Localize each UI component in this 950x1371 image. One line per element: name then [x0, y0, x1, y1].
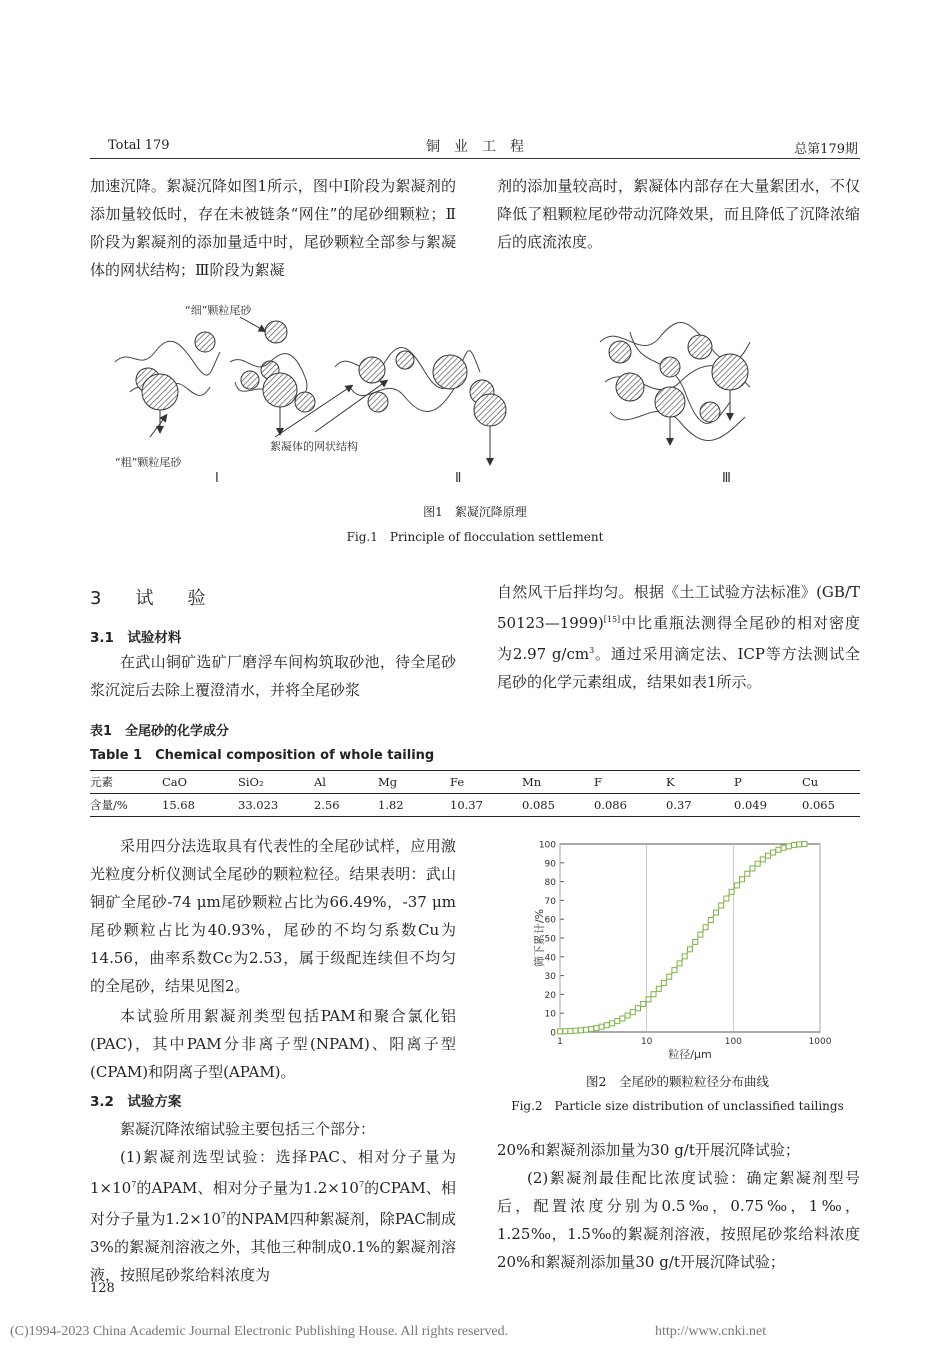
data-point: [610, 1021, 615, 1026]
data-point: [708, 918, 713, 923]
data-point: [703, 925, 708, 930]
section3-1-heading: 3.1 试验材料: [90, 630, 182, 646]
y-tick-label: 30: [544, 972, 556, 983]
data-point: [563, 1029, 568, 1034]
stage1-group: [115, 303, 315, 486]
data-point: [719, 903, 724, 908]
section3-1-para-cont: 自然风干后拌均匀。根据《土工试验方法标准》(GB/T 50123—1999)[15]中比重瓶法测得全尾砂的相对密度为2.97 $g/cm^3$。通过采用滴定法、ICP等方法测试全尾砂的化学元素组成，结果如表1所示。: [497, 583, 860, 691]
label-network: 絮凝体的网状结构: [270, 440, 358, 453]
data-point: [615, 1019, 620, 1024]
test-scheme-item1-end: 20%和絮凝剂添加量为30 g/t开展沉降试验；: [497, 1141, 800, 1159]
figure2-particle-size-chart: [530, 832, 840, 1072]
data-point: [797, 842, 802, 847]
data-point: [688, 947, 693, 952]
figure1-flocculation-diagram: [110, 292, 760, 492]
y-tick-label: 100: [538, 840, 556, 851]
data-point: [729, 889, 734, 894]
data-point: [693, 939, 698, 944]
data-point: [760, 857, 765, 862]
data-point: [641, 1002, 646, 1007]
data-point: [568, 1029, 573, 1034]
data-point: [682, 954, 687, 959]
section3-1-para-start: 在武山铜矿选矿厂磨浮车间构筑取砂池，待全尾砂浆沉淀后去除上覆澄清水，并将全尾砂浆: [90, 653, 456, 699]
data-point: [677, 961, 682, 966]
data-point: [651, 992, 656, 997]
grain-size-paragraph: 采用四分法选取具有代表性的全尾砂试样，应用激光粒度分析仪测试全尾砂的颗粒粒径。结果表明：武山铜矿全尾砂-74 μm尾砂颗粒占比为66.49%，-37 μm尾砂颗粒占比为40.93%，尾砂的不均匀系数Cu为14.56，曲率系数Cc为2.53，属于级配连续但不均匀的全尾砂，结果见图2。: [90, 837, 456, 995]
data-point: [745, 871, 750, 876]
data-point: [734, 883, 739, 888]
copyright-notice: (C)1994-2023 China Academic Journal Electronic Publishing House. All rights reserved.: [10, 1324, 509, 1339]
data-point: [656, 986, 661, 991]
data-point: [771, 850, 776, 855]
stage1-label: Ⅰ: [215, 471, 219, 486]
section3-heading: 3 试 验: [90, 588, 214, 609]
data-point: [620, 1016, 625, 1021]
data-point: [714, 910, 719, 915]
page-number: 128: [90, 1281, 115, 1296]
col1-top-text: 加速沉降。絮凝沉降如图1所示，图中Ⅰ阶段为絮凝剂的添加量较低时，存在未被链条“网住”的尾砂细颗粒；Ⅱ阶段为絮凝剂的添加量适中时，尾砂颗粒全部参与絮凝体的网状结构；Ⅲ阶段为絮凝: [90, 177, 456, 279]
data-point: [750, 866, 755, 871]
stage3-label: Ⅲ: [722, 471, 731, 486]
label-fine-particles: “细”颗粒尾砂: [185, 304, 252, 317]
data-point: [781, 845, 786, 850]
x-axis-label: 粒径/μm: [668, 1048, 712, 1061]
x-tick-label: 100: [724, 1037, 742, 1047]
data-point: [766, 853, 771, 858]
plot-frame: [560, 844, 820, 1032]
data-point: [589, 1027, 594, 1032]
test-scheme-item2: (2)絮凝剂最佳配比浓度试验：确定絮凝剂型号后，配置浓度分别为0.5‰，0.75‰，1‰，1.25‰，1.5‰的絮凝剂溶液，按照尾砂浆给料浓度20%和絮凝剂添加量30 g/t开展沉降试验；: [497, 1169, 860, 1271]
figure1-caption-en: Fig.1 Principle of flocculation settlement: [346, 530, 604, 544]
table1-caption-cn: 表1 全尾砂的化学成分: [90, 724, 230, 739]
label-coarse-particles: “粗”颗粒尾砂: [115, 456, 182, 469]
y-tick-label: 10: [544, 1009, 556, 1020]
data-point: [667, 974, 672, 979]
data-point: [802, 842, 807, 847]
data-point: [698, 932, 703, 937]
y-tick-label: 60: [544, 915, 556, 926]
table1-header-row: 元素 CaO SiO₂ Al Mg Fe Mn F K P Cu: [90, 771, 860, 794]
data-point: [625, 1013, 630, 1018]
table1-chemical-composition: [90, 770, 860, 817]
y-tick-label: 20: [544, 990, 556, 1001]
cnki-url[interactable]: http://www.cnki.net: [655, 1324, 767, 1339]
data-point: [672, 968, 677, 973]
y-tick-label: 0: [550, 1028, 556, 1039]
data-point: [661, 980, 666, 985]
data-point: [792, 843, 797, 848]
data-point: [604, 1023, 609, 1028]
data-point: [646, 997, 651, 1002]
figure2-caption-en: Fig.2 Particle size distribution of unclassified tailings: [511, 1099, 844, 1113]
data-point: [573, 1028, 578, 1033]
data-point: [558, 1029, 563, 1034]
stage3-group: [600, 323, 750, 486]
y-tick-label: 90: [544, 859, 556, 870]
col2-top-text: 剂的添加量较高时，絮凝体内部存在大量絮团水，不仅降低了粗颗粒尾砂带动沉降效果，而且降低了沉降浓缩后的底流浓度。: [497, 177, 860, 251]
col2-bottom-text: [497, 1136, 860, 1276]
running-header-left: Total 179: [108, 138, 170, 153]
series-line: [560, 844, 804, 1031]
col1-mid-text: [90, 832, 456, 1289]
table1-caption-en: Table 1 Chemical composition of whole tailing: [90, 748, 435, 763]
figure1-caption-cn: 图1 絮凝沉降原理: [423, 505, 527, 519]
data-point: [594, 1026, 599, 1031]
data-point: [724, 896, 729, 901]
flocculant-types-paragraph: 本试验所用絮凝剂类型包括PAM和聚合氯化铝(PAC)，其中PAM分非离子型(NPAM)、阳离子型(CPAM)和阴离子型(APAM)。: [90, 1007, 456, 1081]
data-point: [578, 1028, 583, 1033]
running-header-right: 总第179期: [794, 142, 858, 157]
test-scheme-item1: (1)絮凝剂选型试验：选择PAC、相对分子量为$1\times 10^7$的APAM、相对分子量为$1.2\times 10^7$的CPAM、相对分子量为$1.2\times 10^7$的NPAM四种絮凝剂，除PAC制成3%的絮凝剂溶液之外，其他三种制成0.1%的絮凝剂溶液，按照尾砂浆给料浓度为: [90, 1148, 456, 1284]
figure2-caption-cn: 图2 全尾砂的颗粒粒径分布曲线: [586, 1074, 769, 1089]
data-point: [776, 847, 781, 852]
table1-data-row: 含量/% 15.68 33.023 2.56 1.82 10.37 0.085 0.086 0.37 0.049 0.065: [90, 794, 860, 817]
test-scheme-intro: 絮凝沉降浓缩试验主要包括三个部分：: [120, 1120, 376, 1138]
section3-2-heading: 3.2 试验方案: [90, 1094, 182, 1110]
y-axis-label: 筛下累计/%: [533, 908, 546, 968]
data-point: [584, 1027, 589, 1032]
data-point: [636, 1006, 641, 1011]
header-rule: [90, 158, 860, 159]
data-point: [786, 844, 791, 849]
x-tick-label: 1000: [808, 1037, 832, 1047]
x-tick-label: 1: [557, 1037, 563, 1047]
data-point: [599, 1024, 604, 1029]
y-tick-label: 70: [544, 896, 556, 907]
x-tick-label: 10: [640, 1037, 653, 1047]
y-tick-label: 40: [544, 953, 556, 964]
y-tick-label: 50: [544, 934, 556, 945]
data-point: [755, 861, 760, 866]
y-tick-label: 80: [544, 878, 556, 889]
stage2-group: [270, 348, 506, 486]
stage2-label: Ⅱ: [455, 471, 462, 486]
data-point: [630, 1010, 635, 1015]
journal-title: 铜 业 工 程: [426, 139, 524, 155]
data-point: [740, 877, 745, 882]
